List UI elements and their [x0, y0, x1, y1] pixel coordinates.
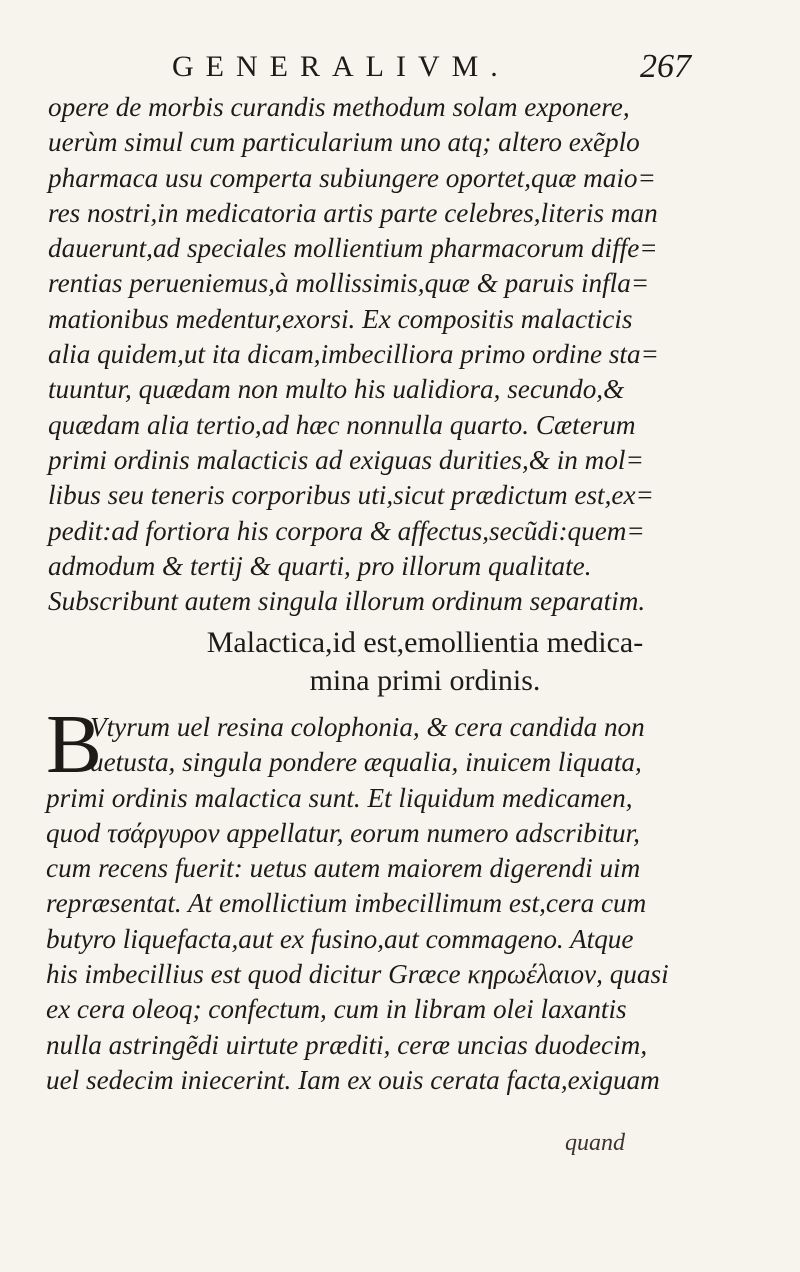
- text-line: butyro liquefacta,aut ex fusino,aut commageno. Atque: [46, 923, 634, 954]
- text-line: pharmaca usu comperta subiungere oportet,quæ maio=: [48, 162, 656, 193]
- section-heading: [0, 624, 800, 700]
- text-line: primi ordinis malactica sunt. Et liquidum medicamen,: [46, 782, 633, 813]
- text-line: libus seu teneris corporibus uti,sicut prædictum est,ex=: [48, 480, 654, 511]
- text-line: his imbecillius est quod dicitur Græce κηρωέλαιον, quasi: [46, 959, 669, 990]
- text-line: tuuntur, quædam non multo his ualidiora, secundo,&: [48, 374, 625, 405]
- heading-line: Malactica,id est,emollientia medica-: [206, 626, 644, 659]
- running-title: GENERALIVM.: [172, 50, 510, 83]
- text-line: alia quidem,ut ita dicam,imbecilliora primo ordine sta=: [48, 339, 659, 370]
- text-line: opere de morbis curandis methodum solam exponere,: [48, 92, 630, 122]
- text-line: cum recens fuerit: uetus autem maiorem digerendi uim: [46, 853, 641, 884]
- paragraph-1: [48, 90, 738, 619]
- text-line: dauerunt,ad speciales mollientium pharmacorum diffe=: [48, 233, 658, 264]
- text-line: uerùm simul cum particularium uno atq; altero exẽplo: [48, 127, 640, 158]
- running-head: [0, 42, 800, 90]
- text-line: Subscribunt autem singula illorum ordinum separatim.: [48, 586, 646, 617]
- text-line: primi ordinis malacticis ad exiguas durities,& in mol=: [48, 444, 644, 475]
- text-line: Vtyrum uel resina colophonia, & cera candida non: [90, 712, 645, 742]
- catchword: quand: [565, 1130, 625, 1156]
- heading-line: mina primi ordinis.: [309, 664, 541, 697]
- text-line: nulla astringẽdi uirtute præditi, ceræ uncias duodecim,: [46, 1029, 648, 1060]
- text-line: res nostri,in medicatoria artis parte celebres,literis man: [48, 197, 658, 228]
- text-line: uetusta, singula pondere æqualia, inuicem liquata,: [90, 747, 642, 778]
- drop-cap: B: [46, 698, 103, 791]
- text-line: uel sedecim iniecerint. Iam ex ouis cerata facta,exiguam: [46, 1064, 660, 1095]
- text-line: pedit:ad fortiora his corpora & affectus,secũdi:quem=: [48, 515, 645, 546]
- paragraph-2: [46, 698, 746, 1098]
- text-line: quædam alia tertio,ad hæc nonnulla quarto. Cæterum: [48, 409, 636, 440]
- text-line: mationibus medentur,exorsi. Ex compositis malacticis: [48, 303, 633, 334]
- text-line: repræsentat. At emollictium imbecillimum est,cera cum: [46, 888, 647, 919]
- text-line: quod τσάργυρον appellatur, eorum numero adscribitur,: [46, 817, 640, 848]
- text-line: rentias perueniemus,à mollissimis,quæ & paruis infla=: [48, 268, 650, 299]
- text-line: ex cera oleoq; confectum, cum in libram olei laxantis: [46, 994, 627, 1025]
- text-line: admodum & tertij & quarti, pro illorum qualitate.: [48, 550, 592, 581]
- page-number: 267: [640, 48, 691, 85]
